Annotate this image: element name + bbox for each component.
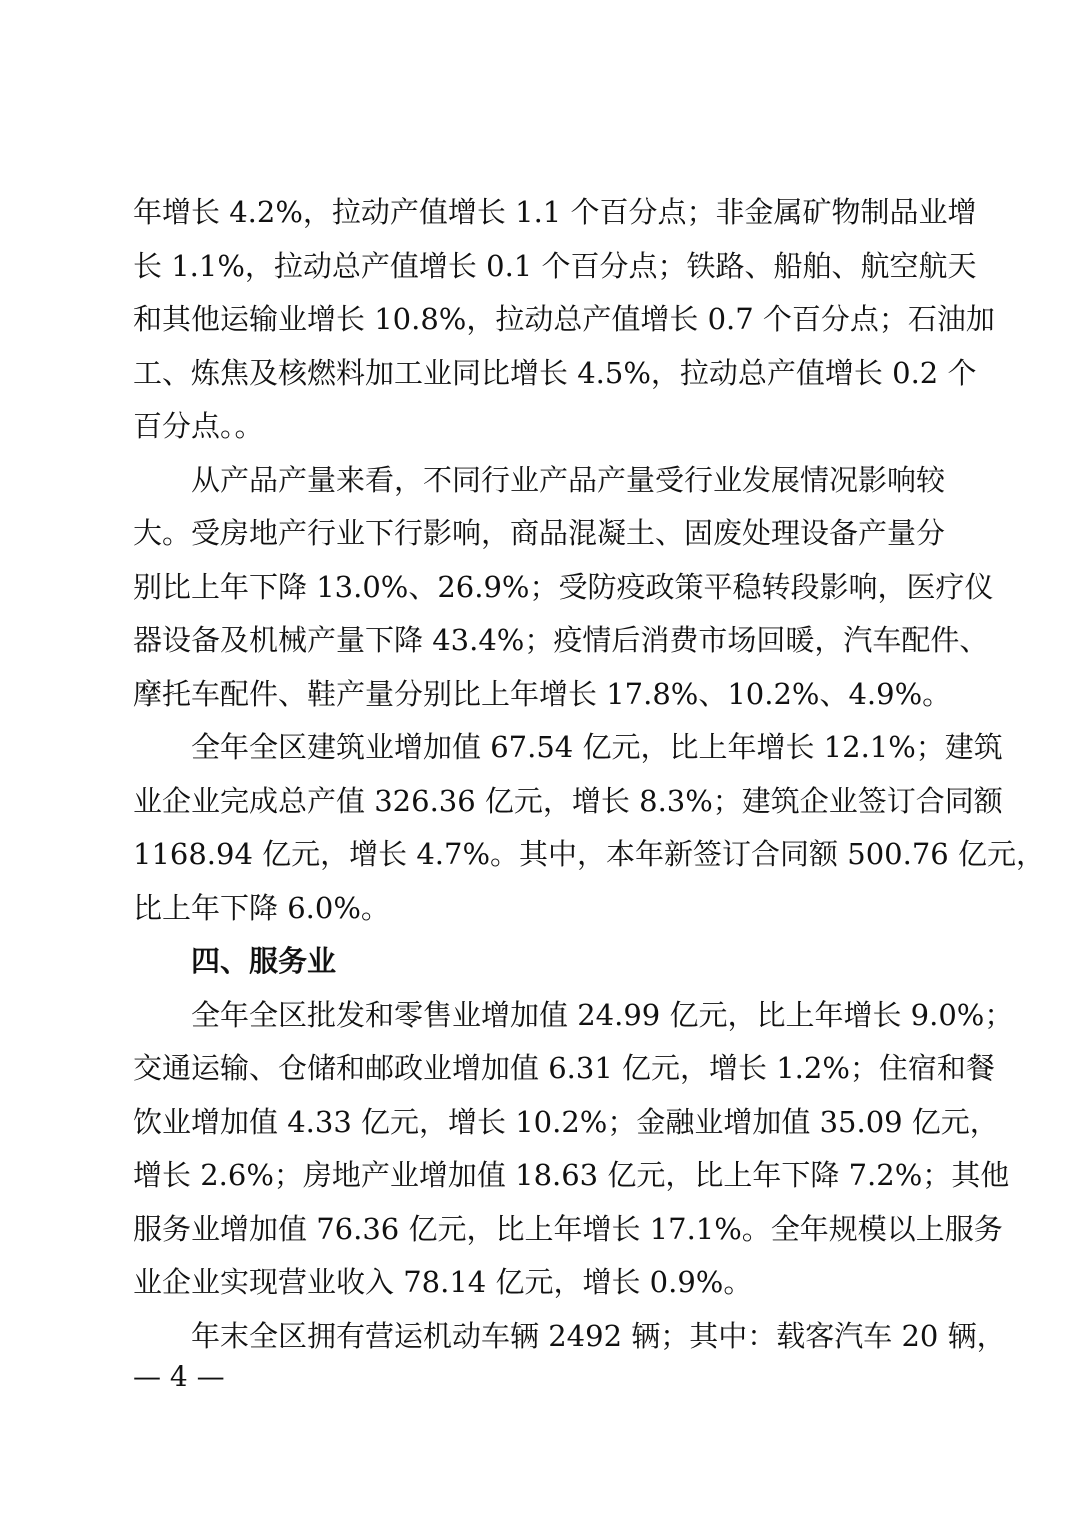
text-line: 大。受房地产行业下行影响，商品混凝土、固废处理设备产量分 (133, 516, 946, 550)
text-line: 业企业完成总产值 326.36 亿元，增长 8.3%；建筑企业签订合同额 (133, 783, 1003, 818)
text-line: 器设备及机械产量下降 43.4%；疫情后消费市场回暖，汽车配件、 (133, 623, 989, 657)
text-line: 从产品产量来看，不同行业产品产量受行业发展情况影响较 (191, 462, 946, 497)
paragraph-product-output (133, 454, 994, 722)
paragraph-industry-contribution (133, 186, 995, 454)
paragraph-services (133, 989, 1014, 1310)
text-line: 别比上年下降 13.0%、26.9%；受防疫政策平稳转段影响，医疗仪 (133, 569, 994, 604)
text-line: 工、炼焦及核燃料加工业同比增长 4.5%，拉动总产值增长 0.2 个 (133, 355, 977, 390)
text-line: 长 1.1%，拉动总产值增长 0.1 个百分点；铁路、船舶、航空航天 (133, 248, 977, 283)
paragraph-vehicles (133, 1310, 1006, 1364)
text-line: 1168.94 亿元，增长 4.7%。其中，本年新签订合同额 500.76 亿元， (133, 837, 1045, 871)
text-line: 摩托车配件、鞋产量分别比上年增长 17.8%、10.2%、4.9%。 (133, 676, 952, 711)
page-number: — 4 — (133, 1360, 225, 1393)
text-line: 和其他运输业增长 10.8%，拉动总产值增长 0.7 个百分点；石油加 (133, 302, 995, 336)
text-line: 全年全区批发和零售业增加值 24.99 亿元，比上年增长 9.0%； (191, 997, 1014, 1032)
text-line: 百分点。。 (133, 409, 264, 443)
text-line: 年增长 4.2%，拉动产值增长 1.1 个百分点；非金属矿物制品业增 (133, 195, 977, 229)
text-line: 比上年下降 6.0%。 (133, 890, 390, 925)
text-line: 全年全区建筑业增加值 67.54 亿元，比上年增长 12.1%；建筑 (191, 730, 1003, 764)
text-line: 业企业实现营业收入 78.14 亿元，增长 0.9%。 (133, 1265, 753, 1299)
text-line: 增长 2.6%；房地产业增加值 18.63 亿元，比上年下降 7.2%；其他 (133, 1158, 1010, 1192)
text-line: 饮业增加值 4.33 亿元，增长 10.2%；金融业增加值 35.09 亿元， (133, 1104, 999, 1139)
text-line: 年末全区拥有营运机动车辆 2492 辆；其中：载客汽车 20 辆， (191, 1318, 1006, 1353)
text-line: 服务业增加值 76.36 亿元，比上年增长 17.1%。全年规模以上服务 (133, 1211, 1003, 1246)
text-line: 交通运输、仓储和邮政业增加值 6.31 亿元，增长 1.2%；住宿和餐 (133, 1051, 995, 1085)
body-text (133, 186, 1045, 1363)
section-heading: 四、服务业 (191, 944, 337, 978)
paragraph-construction (133, 721, 1045, 935)
